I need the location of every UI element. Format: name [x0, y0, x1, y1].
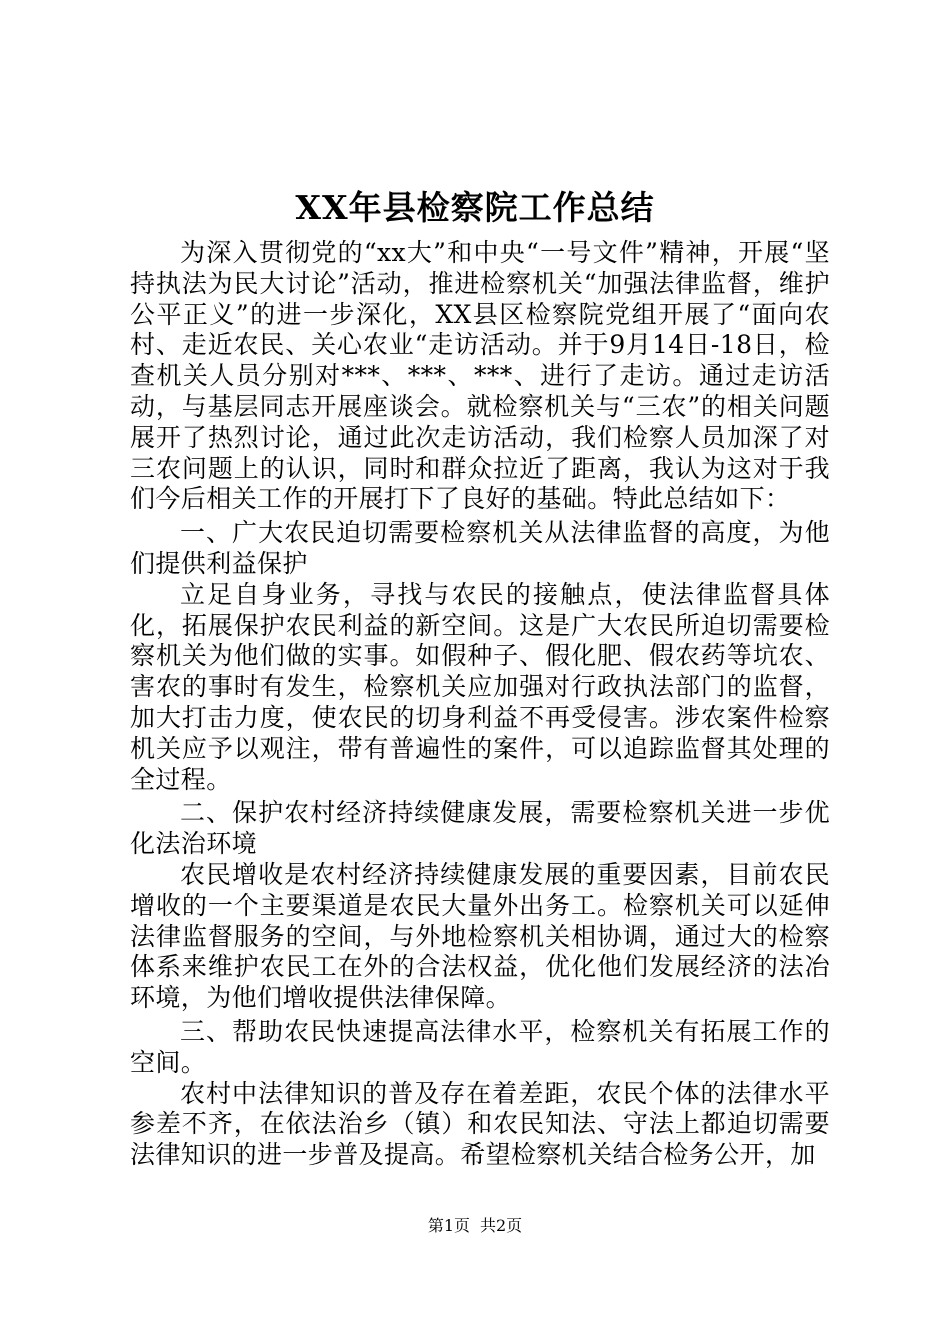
section-heading-3: 三、帮助农民快速提高法律水平，检察机关有拓展工作的空间。 — [130, 1016, 830, 1077]
page-footer — [0, 1215, 950, 1237]
paragraph-section-2: 农民增收是农村经济持续健康发展的重要因素，目前农民增收的一个主要渠道是农民大量外出务工。检察机关可以延伸法律监督服务的空间，与外地检察机关相协调，通过大的检察体系来维护农民工在外的合法权益，优化他们发展经济的法冶环境，为他们增收提供法律保障。 — [130, 859, 830, 1013]
section-heading-1: 一、广大农民迫切需要检察机关从法律监督的高度，为他们提供利益保护 — [130, 518, 830, 578]
section-heading-2: 二、保护农村经济持续健康发展，需要检察机关进一步优化法治环境 — [130, 798, 830, 859]
document-title: XX年县检察院工作总结 — [295, 188, 655, 227]
page-number: 第1页 — [427, 1216, 470, 1235]
paragraph-section-1: 立足自身业务，寻找与农民的接触点，使法律监督具体化，拓展保护农民利益的新空间。这是广大农民所迫切需要检察机关为他们做的实事。如假种子、假化肥、假农药等坑农、害农的事时有发生，检察机关应加强对行政执法部门的监督，加大打击力度，使农民的切身利益不再受侵害。涉农案件检察机关应予以观注，带有普遍性的案件，可以追踪监督其处理的全过程。 — [130, 579, 830, 794]
paragraph-intro: 为深入贯彻党的“xx大”和中央“一号文件”精神，开展“坚持执法为民大讨论”活动，推进检察机关“加强法律监督，维护公平正义”的进一步深化，XX县区检察院党组开展了“面向农村、走近农民、关心农业“走访活动。并于9月14日-18日，检查机关人员分别对***、***、***、进行了走访。通过走访活动，与基层同志开展座谈会。就检察机关与“三农”的相关问题展开了热烈讨论，通过此次走访活动，我们检察人员加深了对三农问题上的认识，同时和群众拉近了距离，我认为这对于我们今后相关工作的开展打下了良好的基础。特此总结如下： — [130, 238, 830, 514]
paragraph-section-3: 农村中法律知识的普及存在着差距，农民个体的法律水平参差不齐，在依法治乡（镇）和农民知法、守法上都迫切需要法律知识的进一步普及提高。希望检察机关结合检务公开，加 — [130, 1078, 830, 1170]
page-total: 共2页 — [480, 1216, 523, 1235]
document-body — [130, 238, 830, 1171]
